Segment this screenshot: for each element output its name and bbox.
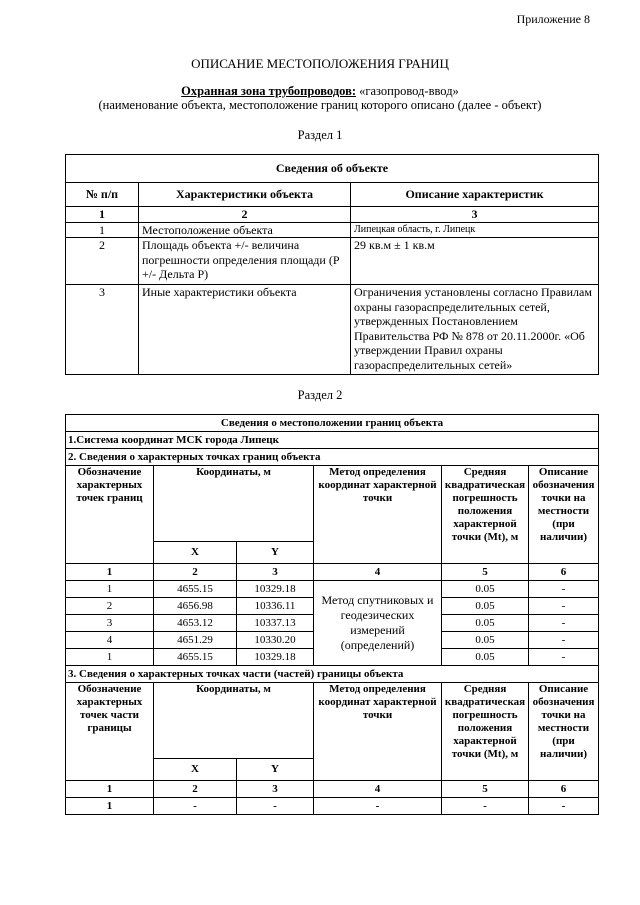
header-part-point-designation: Обозначение характерных точек части границы (66, 683, 154, 781)
header-mean-error: Средняя квадратическая погрешность положения характерной точки (Mt), м (442, 683, 529, 781)
characteristic-value: Липецкая область, г. Липецк (351, 222, 599, 238)
table-row (66, 238, 599, 285)
column-number: 6 (529, 564, 599, 581)
column-number: 2 (139, 207, 351, 223)
header-y: Y (237, 759, 314, 781)
row-number: 2 (66, 238, 139, 285)
header-x: X (154, 542, 237, 564)
object-name-value: «газопровод-ввод» (356, 84, 459, 98)
header-mean-error: Средняя квадратическая погрешность положения характерной точки (Mt), м (442, 466, 529, 564)
table-row (66, 222, 599, 238)
point-x: 4656.98 (154, 598, 237, 615)
header-number: № п/п (66, 183, 139, 207)
boundary-location-table (65, 414, 599, 815)
point-mt: 0.05 (442, 598, 529, 615)
table-row (66, 285, 599, 375)
column-number: 4 (314, 564, 442, 581)
point-x: 4653.12 (154, 615, 237, 632)
point-mt: 0.05 (442, 632, 529, 649)
point-id: 2 (66, 598, 154, 615)
column-number: 1 (66, 564, 154, 581)
point-description: - (529, 615, 599, 632)
point-description: - (529, 649, 599, 666)
characteristic-name: Площадь объекта +/- величина погрешности определения площади (P +/- Дельта P) (139, 238, 351, 285)
coordinate-system-row: 1.Система координат МСК города Липецк (66, 432, 599, 449)
header-y: Y (237, 542, 314, 564)
part3-title: 3. Сведения о характерных точках части (частей) границы объекта (66, 666, 599, 683)
table-row (66, 564, 599, 581)
document-title: ОПИСАНИЕ МЕСТОПОЛОЖЕНИЯ ГРАНИЦ (191, 56, 449, 71)
column-number: 1 (66, 207, 139, 223)
boundary-table-title: Сведения о местоположении границ объекта (66, 415, 599, 432)
part-point-method: - (314, 798, 442, 815)
point-description: - (529, 598, 599, 615)
point-description: - (529, 632, 599, 649)
point-y: 10337.13 (237, 615, 314, 632)
section1-title: Раздел 1 (297, 128, 343, 142)
method-value: Метод спутниковых и геодезических измерений (определений) (314, 581, 442, 666)
point-y: 10329.18 (237, 649, 314, 666)
header-point-description: Описание обозначения точки на местности (при наличии) (529, 466, 599, 564)
header-description: Описание характеристик (351, 183, 599, 207)
point-id: 1 (66, 581, 154, 598)
part-point-description: - (529, 798, 599, 815)
column-number: 1 (66, 781, 154, 798)
object-name-line (0, 84, 640, 99)
point-y: 10330.20 (237, 632, 314, 649)
column-number: 5 (442, 781, 529, 798)
object-type-label: Охранная зона трубопроводов: (181, 84, 356, 98)
point-description: - (529, 581, 599, 598)
column-number: 3 (237, 564, 314, 581)
characteristic-name: Местоположение объекта (139, 222, 351, 238)
column-number: 3 (237, 781, 314, 798)
part-point-x: - (154, 798, 237, 815)
table-row (66, 581, 599, 598)
part-point-y: - (237, 798, 314, 815)
point-mt: 0.05 (442, 581, 529, 598)
characteristic-name: Иные характеристики объекта (139, 285, 351, 375)
characteristic-value: 29 кв.м ± 1 кв.м (351, 238, 599, 285)
point-x: 4655.15 (154, 581, 237, 598)
header-point-designation: Обозначение характерных точек границ (66, 466, 154, 564)
part-point-mt: - (442, 798, 529, 815)
header-coordinates: Координаты, м (154, 466, 314, 542)
point-mt: 0.05 (442, 615, 529, 632)
header-characteristic: Характеристики объекта (139, 183, 351, 207)
point-mt: 0.05 (442, 649, 529, 666)
part2-title: 2. Сведения о характерных точках границ объекта (66, 449, 599, 466)
header-point-description: Описание обозначения точки на местности (при наличии) (529, 683, 599, 781)
column-number: 2 (154, 781, 237, 798)
table-row (66, 798, 599, 815)
header-x: X (154, 759, 237, 781)
row-number: 3 (66, 285, 139, 375)
point-id: 4 (66, 632, 154, 649)
column-number: 3 (351, 207, 599, 223)
object-info-table-title: Сведения об объекте (66, 155, 599, 183)
point-x: 4655.15 (154, 649, 237, 666)
appendix-label: Приложение 8 (516, 12, 590, 26)
part-point-id: 1 (66, 798, 154, 815)
characteristic-value: Ограничения установлены согласно Правилам охраны газораспределительных сетей, утвержденных Постановлением Правительства РФ № 878 от 20.11.2000г. «Об утверждении Правил охраны газораспределительных сетей» (351, 285, 599, 375)
column-number: 4 (314, 781, 442, 798)
point-y: 10336.11 (237, 598, 314, 615)
point-x: 4651.29 (154, 632, 237, 649)
section2-title: Раздел 2 (297, 388, 343, 402)
object-name-note: (наименование объекта, местоположение границ которого описано (далее - объект) (98, 98, 542, 112)
table-row (66, 207, 599, 223)
object-info-table (65, 154, 599, 375)
point-id: 1 (66, 649, 154, 666)
table-row (66, 781, 599, 798)
header-method: Метод определения координат характерной точки (314, 466, 442, 564)
column-number: 2 (154, 564, 237, 581)
header-coordinates: Координаты, м (154, 683, 314, 759)
point-id: 3 (66, 615, 154, 632)
column-number: 5 (442, 564, 529, 581)
point-y: 10329.18 (237, 581, 314, 598)
column-number: 6 (529, 781, 599, 798)
row-number: 1 (66, 222, 139, 238)
header-method: Метод определения координат характерной точки (314, 683, 442, 781)
